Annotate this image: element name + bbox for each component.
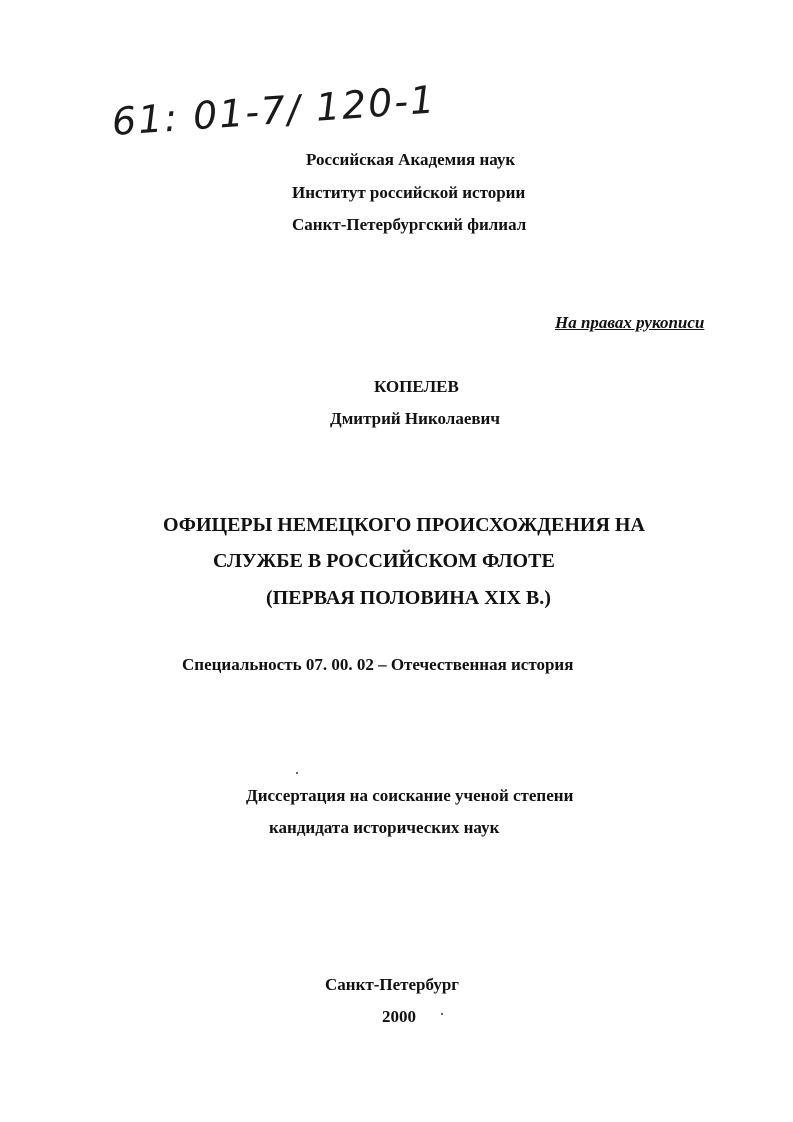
institution-branch: Санкт-Петербургский филиал [292,215,527,234]
dissertation-line-1: Диссертация на соискание ученой степени [246,786,574,805]
institution-academy: Российская Академия наук [306,150,516,169]
handwritten-archive-code: 61: 01-7/ 120-1 [110,77,438,144]
title-line-3: (ПЕРВАЯ ПОЛОВИНА XIX В.) [266,587,551,609]
institution-institute: Институт российской истории [292,183,526,202]
place-city: Санкт-Петербург [325,975,460,994]
title-line-1: ОФИЦЕРЫ НЕМЕЦКОГО ПРОИСХОЖДЕНИЯ НА [163,514,645,536]
scan-speck [441,1013,443,1015]
scan-speck [296,772,298,774]
dissertation-line-2: кандидата исторических наук [269,818,500,837]
author-surname: КОПЕЛЕВ [374,377,459,396]
rights-note: На правах рукописи [555,313,705,332]
specialty: Специальность 07. 00. 02 – Отечественная история [182,655,574,674]
place-year: 2000 [382,1007,416,1026]
author-name: Дмитрий Николаевич [330,409,500,428]
title-line-2: СЛУЖБЕ В РОССИЙСКОМ ФЛОТЕ [213,550,555,572]
